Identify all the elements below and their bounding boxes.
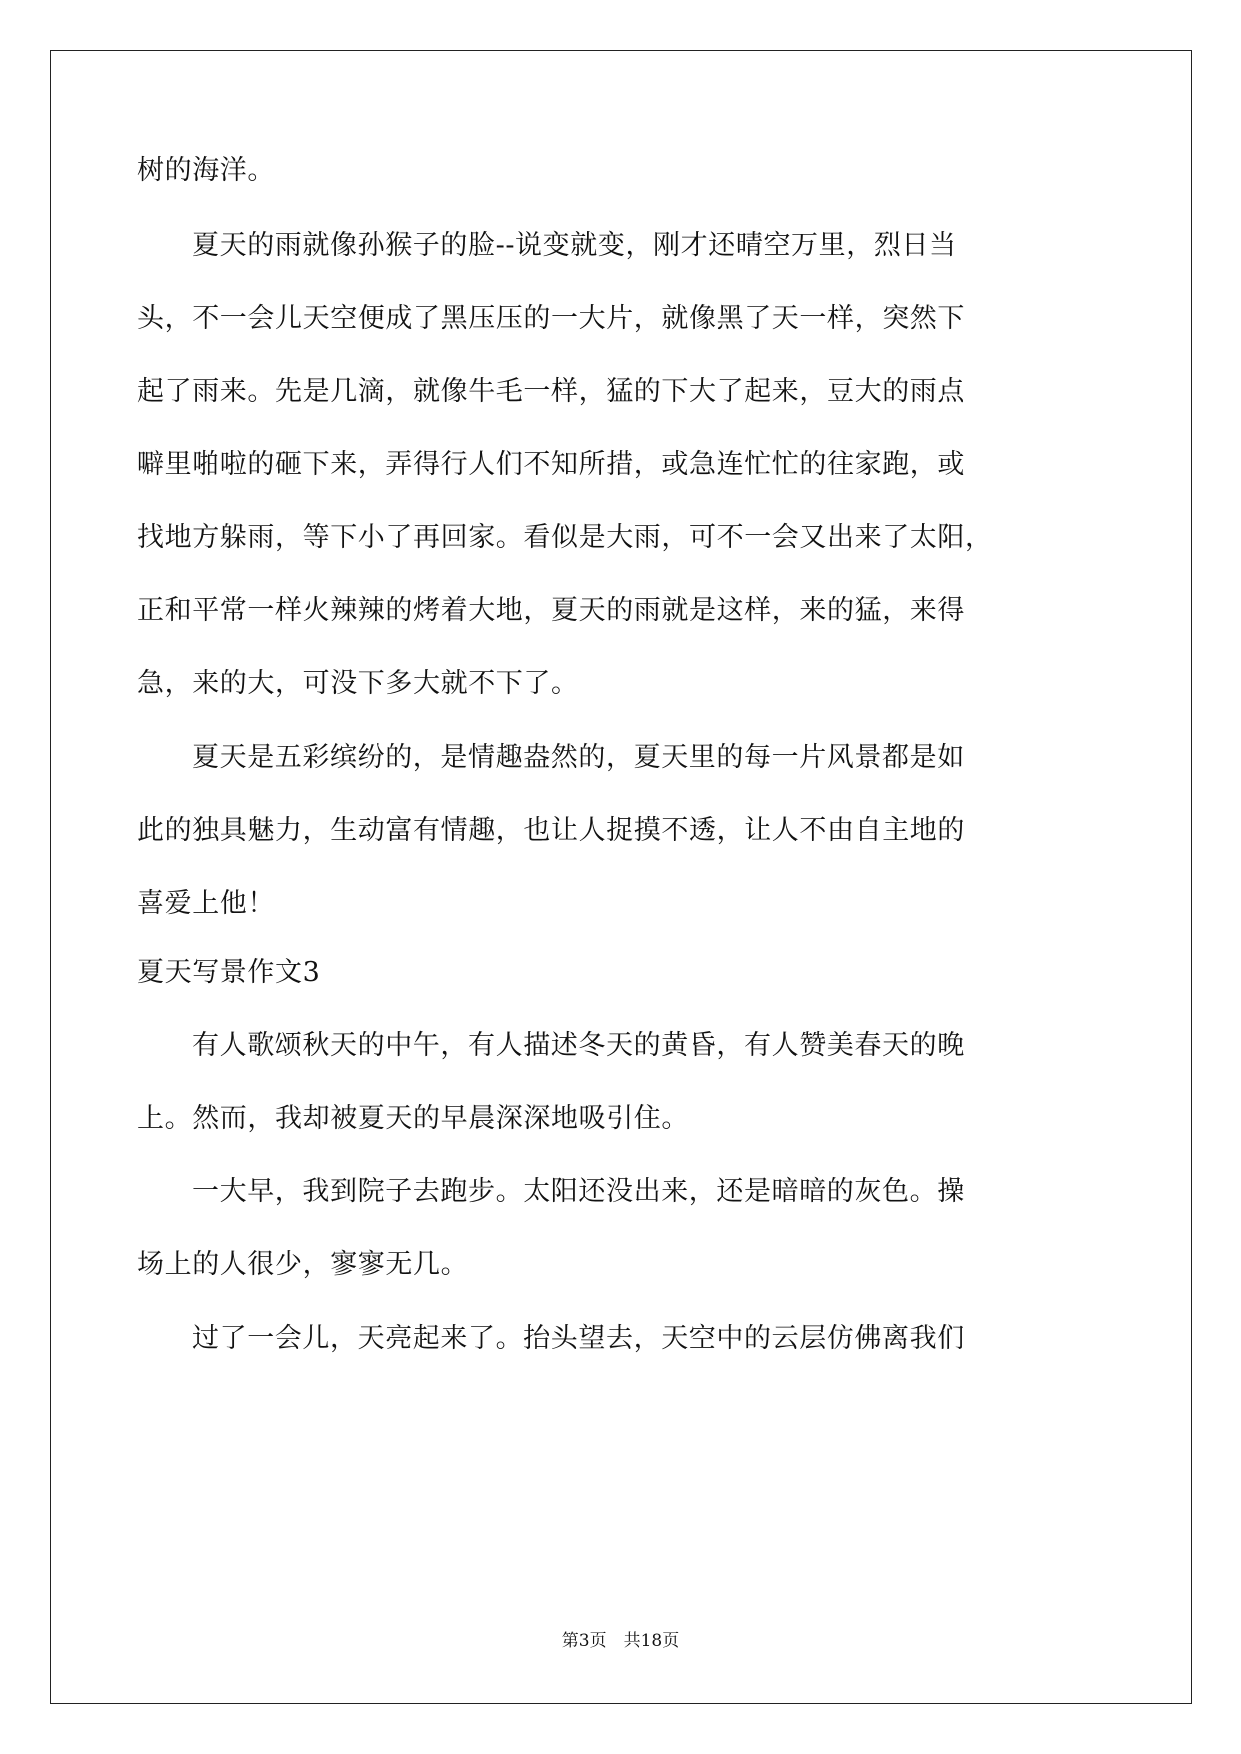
body-line-16: 过了一会儿，天亮起来了。抬头望去，天空中的云层仿佛离我们 (192, 1323, 965, 1354)
body-line-15: 场上的人很少，寥寥无几。 (137, 1249, 469, 1280)
body-line-5: 噼里啪啦的砸下来，弄得行人们不知所措，或急连忙忙的往家跑，或 (137, 449, 965, 480)
body-line-4: 起了雨来。先是几滴，就像牛毛一样，猛的下大了起来，豆大的雨点 (137, 376, 965, 407)
body-line-10: 此的独具魅力，生动富有情趣，也让人捉摸不透，让人不由自主地的 (137, 815, 965, 846)
body-line-6: 找地方躲雨，等下小了再回家。看似是大雨，可不一会又出来了太阳， (137, 522, 993, 553)
body-line-13: 上。然而，我却被夏天的早晨深深地吸引住。 (137, 1103, 689, 1134)
body-line-12: 有人歌颂秋天的中午，有人描述冬天的黄昏，有人赞美春天的晚 (192, 1030, 965, 1061)
body-line-1: 树的海洋。 (137, 155, 275, 186)
body-line-3: 头，不一会儿天空便成了黑压压的一大片，就像黑了天一样，突然下 (137, 303, 965, 334)
section-heading: 夏天写景作文3 (137, 957, 321, 988)
body-line-9: 夏天是五彩缤纷的，是情趣盎然的，夏天里的每一片风景都是如 (192, 742, 965, 773)
page-border (50, 50, 1192, 1704)
page-footer: 第3页 共18页 (561, 1631, 680, 1651)
body-line-11: 喜爱上他！ (137, 888, 275, 919)
body-line-14: 一大早，我到院子去跑步。太阳还没出来，还是暗暗的灰色。操 (192, 1176, 965, 1207)
body-line-2: 夏天的雨就像孙猴子的脸--说变就变，刚才还晴空万里，烈日当 (192, 230, 957, 261)
body-line-8: 急，来的大，可没下多大就不下了。 (137, 668, 579, 699)
body-line-7: 正和平常一样火辣辣的烤着大地，夏天的雨就是这样，来的猛，来得 (137, 595, 965, 626)
